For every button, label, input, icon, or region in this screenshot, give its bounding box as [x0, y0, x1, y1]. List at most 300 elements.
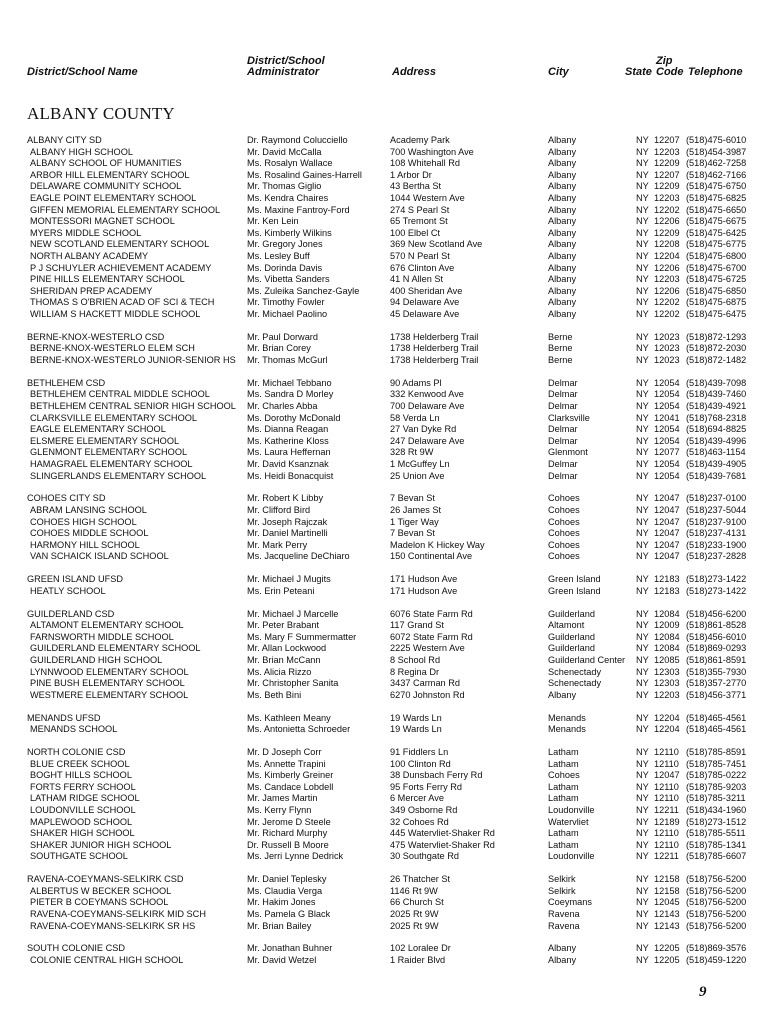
- zip-code: 12189: [654, 816, 680, 827]
- address: 1 McGuffey Ln: [390, 459, 450, 469]
- state: NY: [636, 781, 649, 792]
- city: Cohoes: [548, 539, 580, 550]
- telephone: (518)439-4921: [686, 401, 747, 411]
- school-row: [0, 817, 770, 829]
- address: 94 Delaware Ave: [390, 297, 460, 308]
- zip-code: 12303: [654, 678, 680, 689]
- telephone: (518)869-3576: [686, 943, 747, 954]
- city: Delmar: [548, 459, 578, 469]
- address: 400 Sheridan Ave: [390, 285, 463, 296]
- state: NY: [636, 724, 649, 735]
- telephone: (518)462-7166: [686, 169, 747, 180]
- address: 30 Southgate Rd: [390, 851, 459, 862]
- zip-code: 12047: [654, 539, 680, 550]
- zip-code: 12047: [654, 516, 680, 527]
- administrator: Ms. Zuleika Sanchez-Gayle: [247, 285, 360, 296]
- zip-code: 12054: [654, 435, 680, 446]
- telephone: (518)462-7258: [686, 158, 747, 169]
- school-row: [0, 667, 770, 679]
- school-name: P J SCHUYLER ACHIEVEMENT ACADEMY: [30, 262, 212, 273]
- administrator: Ms. Dorinda Davis: [247, 262, 323, 273]
- state: NY: [636, 239, 649, 250]
- state: NY: [636, 712, 649, 723]
- administrator: Ms. Erin Peteani: [247, 585, 315, 596]
- school-row: [0, 459, 770, 471]
- city: Coeymans: [548, 897, 592, 908]
- address: 2225 Western Ave: [390, 643, 465, 654]
- state: NY: [636, 262, 649, 273]
- city: Latham: [548, 747, 579, 757]
- address: 58 Verda Ln: [390, 412, 440, 423]
- school-name: MENANDS SCHOOL: [30, 724, 118, 735]
- state: NY: [636, 943, 649, 954]
- state: NY: [636, 539, 649, 550]
- state: NY: [636, 412, 649, 423]
- city: Albany: [548, 181, 577, 192]
- city: Delmar: [548, 424, 578, 435]
- administrator: Ms. Vibetta Sanders: [247, 274, 330, 285]
- administrator: Mr. Brian McCann: [247, 655, 321, 665]
- school-row: [0, 147, 770, 159]
- state: NY: [636, 920, 649, 931]
- school-row: [0, 343, 770, 355]
- telephone: (518)273-1512: [686, 816, 747, 827]
- school-name: HEATLY SCHOOL: [30, 585, 106, 596]
- zip-code: 12054: [654, 470, 680, 481]
- telephone: (518)475-6825: [686, 193, 747, 203]
- school-row: [0, 517, 770, 529]
- telephone: (518)785-1341: [686, 839, 747, 850]
- zip-code: 12110: [654, 839, 679, 850]
- administrator: Mr. Ken Lein: [247, 216, 299, 227]
- school-name: CLARKSVILLE ELEMENTARY SCHOOL: [30, 412, 197, 423]
- school-name: VAN SCHAICK ISLAND SCHOOL: [30, 551, 169, 562]
- address: 700 Delaware Ave: [390, 401, 465, 411]
- telephone: (518)237-4131: [686, 528, 747, 539]
- administrator: Ms. Dianna Reagan: [247, 424, 329, 435]
- telephone: (518)475-6650: [686, 204, 747, 215]
- city: Latham: [548, 758, 579, 769]
- administrator: Ms. Annette Trapini: [247, 758, 326, 769]
- city: Albany: [548, 135, 577, 145]
- telephone: (518)475-6775: [686, 239, 747, 250]
- school-name: BERNE-KNOX-WESTERLO JUNIOR-SENIOR HS: [30, 355, 236, 365]
- telephone: (518)355-7930: [686, 666, 747, 677]
- telephone: (518)439-7098: [686, 377, 747, 388]
- city: Cohoes: [548, 493, 580, 504]
- school-row: [0, 251, 770, 263]
- city: Schenectady: [548, 666, 602, 677]
- school-name: SHAKER HIGH SCHOOL: [30, 828, 135, 839]
- zip-code: 12202: [654, 204, 680, 215]
- zip-code: 12206: [654, 262, 680, 273]
- administrator: Mr. Joseph Rajczak: [247, 516, 328, 527]
- address: 445 Watervliet-Shaker Rd: [390, 828, 495, 839]
- school-row: [0, 897, 770, 909]
- administrator: Ms. Dorothy McDonald: [247, 412, 341, 423]
- zip-code: 12085: [654, 655, 680, 665]
- city: Berne: [548, 331, 573, 342]
- city: Ravena: [548, 909, 580, 919]
- zip-code: 12023: [654, 355, 680, 365]
- district-row: [0, 943, 770, 955]
- school-name: GLENMONT ELEMENTARY SCHOOL: [30, 447, 188, 458]
- state: NY: [636, 447, 649, 458]
- telephone: (518)237-9100: [686, 516, 747, 527]
- zip-code: 12023: [654, 331, 680, 342]
- state: NY: [636, 251, 649, 261]
- state: NY: [636, 620, 649, 631]
- city: Albany: [548, 216, 577, 227]
- zip-code: 12158: [654, 885, 680, 896]
- address: 7 Bevan St: [390, 528, 435, 539]
- state: NY: [636, 435, 649, 446]
- district-row: [0, 135, 770, 147]
- telephone: (518)869-0293: [686, 643, 747, 654]
- school-row: [0, 309, 770, 321]
- zip-code: 12158: [654, 874, 680, 885]
- school-name: MONTESSORI MAGNET SCHOOL: [30, 216, 175, 227]
- school-row: [0, 586, 770, 598]
- address: 247 Delaware Ave: [390, 435, 465, 446]
- school-name: COHOES MIDDLE SCHOOL: [30, 528, 149, 539]
- zip-code: 12204: [654, 724, 680, 735]
- telephone: (518)233-1900: [686, 539, 747, 550]
- school-name: MENANDS UFSD: [27, 712, 101, 723]
- city: Albany: [548, 955, 577, 965]
- zip-code: 12203: [654, 689, 680, 700]
- address: Academy Park: [390, 135, 450, 145]
- address: 91 Fiddlers Ln: [390, 747, 449, 757]
- city: Delmar: [548, 377, 578, 388]
- school-name: BOGHT HILLS SCHOOL: [30, 770, 132, 781]
- school-name: ALBANY HIGH SCHOOL: [30, 146, 133, 157]
- telephone: (518)459-1220: [686, 955, 747, 965]
- city: Latham: [548, 781, 579, 792]
- city: Albany: [548, 274, 577, 285]
- zip-code: 12077: [654, 447, 680, 458]
- telephone: (518)785-6607: [686, 851, 747, 862]
- school-row: [0, 263, 770, 275]
- school-row: [0, 505, 770, 517]
- school-row: [0, 921, 770, 933]
- city: Delmar: [548, 389, 578, 400]
- address: 45 Delaware Ave: [390, 309, 460, 319]
- address: 332 Kenwood Ave: [390, 389, 464, 400]
- administrator: Mr. Daniel Teplesky: [247, 874, 327, 885]
- school-name: SHAKER JUNIOR HIGH SCHOOL: [30, 839, 172, 850]
- telephone: (518)861-8591: [686, 655, 747, 665]
- header-state: State: [625, 66, 652, 78]
- address: 25 Union Ave: [390, 470, 445, 481]
- school-row: [0, 297, 770, 309]
- school-row: [0, 401, 770, 413]
- administrator: Mr. Richard Murphy: [247, 828, 328, 839]
- city: Albany: [548, 262, 577, 273]
- state: NY: [636, 816, 649, 827]
- telephone: (518)872-1482: [686, 355, 747, 365]
- telephone: (518)872-1293: [686, 331, 747, 342]
- state: NY: [636, 874, 649, 885]
- address: 100 Elbel Ct: [390, 227, 441, 238]
- city: Albany: [548, 239, 577, 250]
- administrator: Ms. Kimberly Greiner: [247, 770, 334, 781]
- school-name: LOUDONVILLE SCHOOL: [30, 805, 136, 815]
- address: 66 Church St: [390, 897, 444, 908]
- zip-code: 12202: [654, 309, 680, 319]
- zip-code: 12206: [654, 216, 680, 227]
- zip-code: 12054: [654, 389, 680, 400]
- school-row: [0, 840, 770, 852]
- zip-code: 12047: [654, 505, 680, 515]
- school-name: HARMONY HILL SCHOOL: [30, 539, 140, 550]
- address: 8 Regina Dr: [390, 666, 440, 677]
- telephone: (518)756-5200: [686, 897, 747, 908]
- administrator: Mr. Thomas McGurl: [247, 355, 328, 365]
- school-name: FARNSWORTH MIDDLE SCHOOL: [30, 631, 174, 642]
- address: 43 Bertha St: [390, 181, 442, 192]
- header-zip-line2: Code: [656, 66, 684, 78]
- city: Selkirk: [548, 874, 576, 885]
- school-row: [0, 770, 770, 782]
- school-name: PINE BUSH ELEMENTARY SCHOOL: [30, 678, 185, 689]
- school-name: BETHLEHEM CENTRAL MIDDLE SCHOOL: [30, 389, 210, 400]
- zip-code: 12209: [654, 181, 680, 192]
- header-telephone: Telephone: [688, 66, 743, 78]
- state: NY: [636, 493, 649, 504]
- city: Latham: [548, 828, 579, 839]
- telephone: (518)756-5200: [686, 909, 747, 919]
- state: NY: [636, 574, 649, 585]
- telephone: (518)454-3987: [686, 146, 747, 157]
- administrator: Mr. Daniel Martinelli: [247, 528, 328, 539]
- header-district-school-name: District/School Name: [27, 66, 138, 78]
- state: NY: [636, 793, 649, 804]
- state: NY: [636, 631, 649, 642]
- state: NY: [636, 377, 649, 388]
- city: Berne: [548, 355, 573, 365]
- school-name: ALTAMONT ELEMENTARY SCHOOL: [30, 620, 184, 631]
- zip-code: 12110: [654, 828, 679, 839]
- city: Albany: [548, 297, 577, 308]
- school-name: BETHLEHEM CENTRAL SENIOR HIGH SCHOOL: [30, 401, 236, 411]
- school-name: NORTH COLONIE CSD: [27, 747, 126, 757]
- address: 7 Bevan St: [390, 493, 435, 504]
- city: Cohoes: [548, 516, 580, 527]
- address: 570 N Pearl St: [390, 251, 450, 261]
- telephone: (518)465-4561: [686, 724, 747, 735]
- address: 6270 Johnston Rd: [390, 689, 465, 700]
- city: Green Island: [548, 574, 601, 585]
- telephone: (518)475-6425: [686, 227, 747, 238]
- address: 676 Clinton Ave: [390, 262, 455, 273]
- city: Delmar: [548, 470, 578, 481]
- header-city: City: [548, 66, 569, 78]
- school-row: [0, 355, 770, 367]
- telephone: (518)456-6200: [686, 608, 747, 619]
- administrator: Ms. Candace Lobdell: [247, 781, 334, 792]
- telephone: (518)475-6010: [686, 135, 747, 145]
- state: NY: [636, 689, 649, 700]
- administrator: Ms. Laura Heffernan: [247, 447, 331, 458]
- administrator: Mr. Charles Abba: [247, 401, 318, 411]
- address: 6076 State Farm Rd: [390, 608, 473, 619]
- city: Latham: [548, 839, 579, 850]
- administrator: Ms. Maxine Fantroy-Ford: [247, 204, 350, 215]
- address: 100 Clinton Rd: [390, 758, 451, 769]
- district-row: [0, 874, 770, 886]
- zip-code: 12209: [654, 158, 680, 169]
- district-row: [0, 747, 770, 759]
- zip-code: 12207: [654, 169, 680, 180]
- school-row: [0, 690, 770, 702]
- zip-code: 12084: [654, 643, 680, 654]
- telephone: (518)237-5044: [686, 505, 747, 515]
- school-name: ARBOR HILL ELEMENTARY SCHOOL: [30, 169, 190, 180]
- zip-code: 12084: [654, 608, 680, 619]
- state: NY: [636, 655, 649, 665]
- address: Madelon K Hickey Way: [390, 539, 485, 550]
- page-number: 9: [699, 984, 707, 1000]
- state: NY: [636, 608, 649, 619]
- city: Albany: [548, 204, 577, 215]
- school-name: PIETER B COEYMANS SCHOOL: [30, 897, 169, 908]
- state: NY: [636, 747, 649, 757]
- telephone: (518)273-1422: [686, 574, 747, 585]
- school-name: WESTMERE ELEMENTARY SCHOOL: [30, 689, 189, 700]
- school-row: [0, 239, 770, 251]
- telephone: (518)475-6475: [686, 309, 747, 319]
- telephone: (518)456-6010: [686, 631, 747, 642]
- school-name: ELSMERE ELEMENTARY SCHOOL: [30, 435, 180, 446]
- city: Delmar: [548, 401, 578, 411]
- school-name: ALBERTUS W BECKER SCHOOL: [30, 885, 172, 896]
- school-row: [0, 424, 770, 436]
- state: NY: [636, 643, 649, 654]
- zip-code: 12183: [654, 585, 680, 596]
- city: Albany: [548, 146, 577, 157]
- state: NY: [636, 146, 649, 157]
- address: 369 New Scotland Ave: [390, 239, 483, 250]
- school-name: COLONIE CENTRAL HIGH SCHOOL: [30, 955, 184, 965]
- address: 274 S Pearl St: [390, 204, 450, 215]
- city: Albany: [548, 943, 577, 954]
- school-row: [0, 447, 770, 459]
- telephone: (518)756-5200: [686, 874, 747, 885]
- school-row: [0, 724, 770, 736]
- state: NY: [636, 297, 649, 308]
- state: NY: [636, 551, 649, 562]
- administrator: Ms. Mary F Summermatter: [247, 631, 357, 642]
- zip-code: 12202: [654, 297, 680, 308]
- telephone: (518)785-3211: [686, 793, 746, 804]
- city: Menands: [548, 724, 586, 735]
- school-row: [0, 643, 770, 655]
- state: NY: [636, 528, 649, 539]
- administrator: Ms. Heidi Bonacquist: [247, 470, 334, 481]
- city: Albany: [548, 309, 577, 319]
- zip-code: 12203: [654, 274, 680, 285]
- state: NY: [636, 758, 649, 769]
- state: NY: [636, 805, 649, 815]
- state: NY: [636, 274, 649, 285]
- school-name: WILLIAM S HACKETT MIDDLE SCHOOL: [30, 309, 201, 319]
- zip-code: 12054: [654, 377, 680, 388]
- administrator: Dr. Russell B Moore: [247, 839, 329, 850]
- address: 8 School Rd: [390, 655, 441, 665]
- address: 19 Wards Ln: [390, 712, 442, 723]
- header-address: Address: [392, 66, 437, 78]
- address: 1146 Rt 9W: [390, 885, 438, 896]
- administrator: Mr. Allan Lockwood: [247, 643, 327, 654]
- state: NY: [636, 169, 649, 180]
- district-row: [0, 574, 770, 586]
- school-row: [0, 158, 770, 170]
- address: 1738 Helderberg Trail: [390, 355, 479, 365]
- zip-code: 12110: [654, 793, 679, 804]
- administrator: Mr. Christopher Sanita: [247, 678, 339, 689]
- city: Altamont: [548, 620, 585, 631]
- city: Schenectady: [548, 678, 602, 689]
- telephone: (518)475-6850: [686, 285, 747, 296]
- school-name: FORTS FERRY SCHOOL: [30, 781, 136, 792]
- state: NY: [636, 897, 649, 908]
- address: 1044 Western Ave: [390, 193, 465, 203]
- telephone: (518)785-8591: [686, 747, 747, 757]
- administrator: Dr. Raymond Colucciello: [247, 135, 348, 145]
- state: NY: [636, 770, 649, 781]
- state: NY: [636, 666, 649, 677]
- administrator: Mr. David Ksanznak: [247, 459, 329, 469]
- administrator: Mr. Gregory Jones: [247, 239, 323, 250]
- school-name: SHERIDAN PREP ACADEMY: [30, 285, 153, 296]
- state: NY: [636, 227, 649, 238]
- administrator: Mr. Paul Dorward: [247, 331, 318, 342]
- school-name: BERNE-KNOX-WESTERLO CSD: [27, 331, 165, 342]
- telephone: (518)273-1422: [686, 585, 747, 596]
- school-name: COHOES HIGH SCHOOL: [30, 516, 137, 527]
- address: 2025 Rt 9W: [390, 909, 439, 919]
- address: 6072 State Farm Rd: [390, 631, 473, 642]
- school-name: BERNE-KNOX-WESTERLO ELEM SCH: [30, 343, 195, 354]
- school-row: [0, 886, 770, 898]
- city: Albany: [548, 285, 577, 296]
- school-name: ABRAM LANSING SCHOOL: [30, 505, 147, 515]
- telephone: (518)439-7681: [686, 470, 747, 481]
- zip-code: 12143: [654, 920, 680, 931]
- city: Loudonville: [548, 851, 595, 862]
- city: Delmar: [548, 435, 578, 446]
- city: Albany: [548, 169, 577, 180]
- address: 27 Van Dyke Rd: [390, 424, 457, 435]
- administrator: Ms. Claudia Verga: [247, 885, 323, 896]
- zip-code: 12205: [654, 955, 680, 965]
- telephone: (518)756-5200: [686, 885, 747, 896]
- zip-code: 12211: [654, 851, 679, 862]
- school-row: [0, 540, 770, 552]
- administrator: Mr. Timothy Fowler: [247, 297, 325, 308]
- school-name: RAVENA-COEYMANS-SELKIRK CSD: [27, 874, 184, 885]
- header-zip-line1: Zip: [656, 55, 673, 67]
- zip-code: 12045: [654, 897, 680, 908]
- state: NY: [636, 505, 649, 515]
- administrator: Ms. Beth Bini: [247, 689, 302, 700]
- address: 1738 Helderberg Trail: [390, 343, 479, 354]
- state: NY: [636, 839, 649, 850]
- telephone: (518)434-1960: [686, 805, 747, 815]
- city: Watervliet: [548, 816, 589, 827]
- school-name: MAPLEWOOD SCHOOL: [30, 816, 133, 827]
